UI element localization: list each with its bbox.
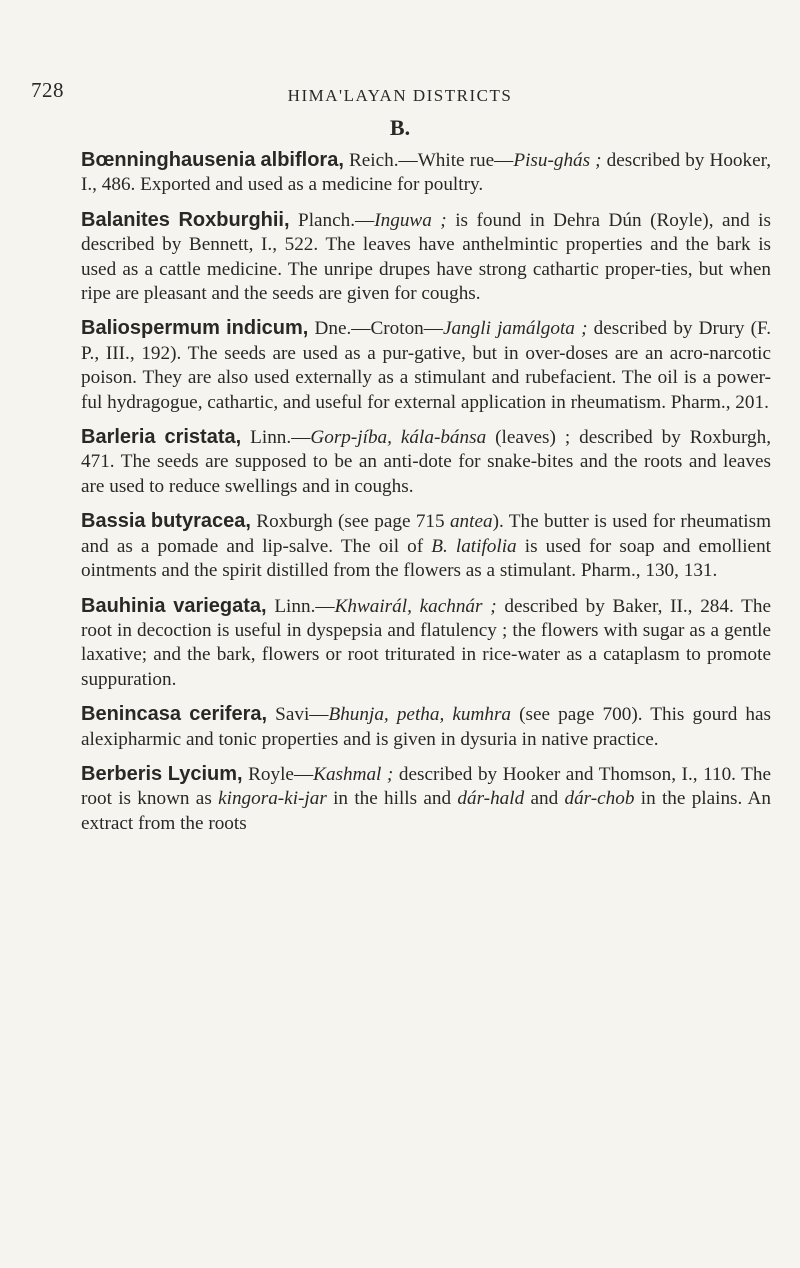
species-name: Lycium, (167, 762, 243, 785)
entry-baliospermum (81, 316, 771, 415)
vernacular-name: antea (449, 511, 493, 533)
vernacular-name: Kashmal ; (313, 763, 394, 785)
entry-berberis (81, 762, 771, 836)
running-head: HIMA'LAYAN DISTRICTS (287, 86, 513, 105)
entry-authority: Roxburgh (see page 715 (250, 511, 450, 533)
entry-text-cont: in the hills and (326, 788, 458, 810)
entry-authority: Reich.—White rue— (343, 150, 514, 171)
species-name: indicum, (226, 317, 309, 340)
page-number: 728 (31, 78, 64, 102)
species-name: butyracea, (150, 510, 251, 533)
entry-bassia (81, 509, 771, 583)
italic-name: dár-hald (457, 788, 525, 810)
genus-name: Berberis (81, 762, 163, 785)
italic-name: dár-chob (564, 788, 635, 810)
entry-text: described by Drury (F. P., III., 192). The seeds are used as a pur-gative, but in over-doses are an acro-narcotic poison. They are also used externally as a stimulant and rubefacient. The oil is a power-ful hydragogue, cathartic, and useful for external application in rheumatism. Pharm., 201. (81, 318, 771, 413)
body-text (81, 148, 771, 846)
entry-text-cont: and (524, 788, 565, 810)
entry-text: described by Hooker and Thomson, I., 110. The root is known as (81, 763, 771, 810)
vernacular-name: Gorp-jíba, kála-bánsa (310, 427, 487, 449)
entry-authority: Linn.— (241, 427, 311, 449)
entry-authority: Savi— (267, 704, 329, 726)
genus-name: Bauhinia (81, 594, 166, 617)
italic-name: B. latifolia (431, 535, 517, 557)
species-name: cristata, (164, 426, 242, 449)
entry-text: ). The butter is used for rheumatism and as a pomade and lip-salve. The oil of (81, 511, 772, 557)
entry-text: (leaves) ; described by Roxburgh, 471. The seeds are supposed to be an anti-dote for snake-bites and the roots and leaves are used to reduce swellings and in coughs. (81, 427, 771, 497)
genus-name: Baliospermum (81, 317, 220, 340)
vernacular-name: Pisu-ghás ; (513, 150, 602, 171)
entry-text-cont: in the plains. An extract from the roots (81, 788, 772, 834)
vernacular-name: Inguwa ; (374, 209, 447, 231)
genus-name: Benincasa (81, 703, 182, 726)
italic-name: kingora-ki-jar (218, 788, 327, 810)
species-name: Roxburghii, (178, 208, 290, 231)
entry-balanites (81, 208, 771, 307)
entry-text: (see page 700). This gourd has alexipharmic and tonic properties and is given in dysuria in native practice. (81, 704, 772, 750)
section-letter: B. (389, 115, 411, 140)
species-name: cerifera, (189, 703, 268, 726)
vernacular-name: Khwairál, kachnár ; (334, 595, 497, 617)
entry-authority: Dne.—Croton— (308, 318, 443, 340)
entry-text-cont: is used for soap and emollient ointments and the spirit distilled from the flowers as a stimulant. Pharm., 130, 131. (81, 535, 771, 582)
species-name: albiflora, (260, 149, 344, 171)
genus-name: Bassia (81, 510, 146, 533)
genus-name: Balanites (81, 208, 170, 231)
entry-authority: Linn.— (266, 595, 335, 617)
entry-authority: Royle— (242, 763, 314, 785)
entry-barleria (81, 425, 771, 499)
genus-name: Barleria (81, 426, 156, 449)
genus-name: Bœnninghausenia (81, 149, 256, 171)
entry-text: described by Hooker, I., 486. Exported and used as a medicine for poultry. (81, 150, 772, 196)
entry-bauhinia (81, 594, 771, 693)
entry-benincasa (81, 702, 771, 752)
vernacular-name: Jangli jamálgota ; (442, 318, 588, 340)
entry-text: is found in Dehra Dún (Royle), and is described by Bennett, I., 522. The leaves have anthelmintic properties and the bark is used as a cattle medicine. The unripe drupes have strong cathartic proper-ties, but when ripe are pleasant and the seeds are given for coughs. (81, 209, 771, 305)
entry-boenninghausenia (81, 148, 771, 198)
species-name: variegata, (173, 594, 267, 617)
entry-text: described by Baker, II., 284. The root in decoction is useful in dyspepsia and flatulency ; the flowers with sugar as a gentle laxative; and the bark, flowers or root triturated in rice-water as a cataplasm to promote suppuration. (81, 595, 772, 690)
vernacular-name: Bhunja, petha, kumhra (328, 704, 512, 726)
entry-authority: Planch.— (289, 209, 375, 231)
